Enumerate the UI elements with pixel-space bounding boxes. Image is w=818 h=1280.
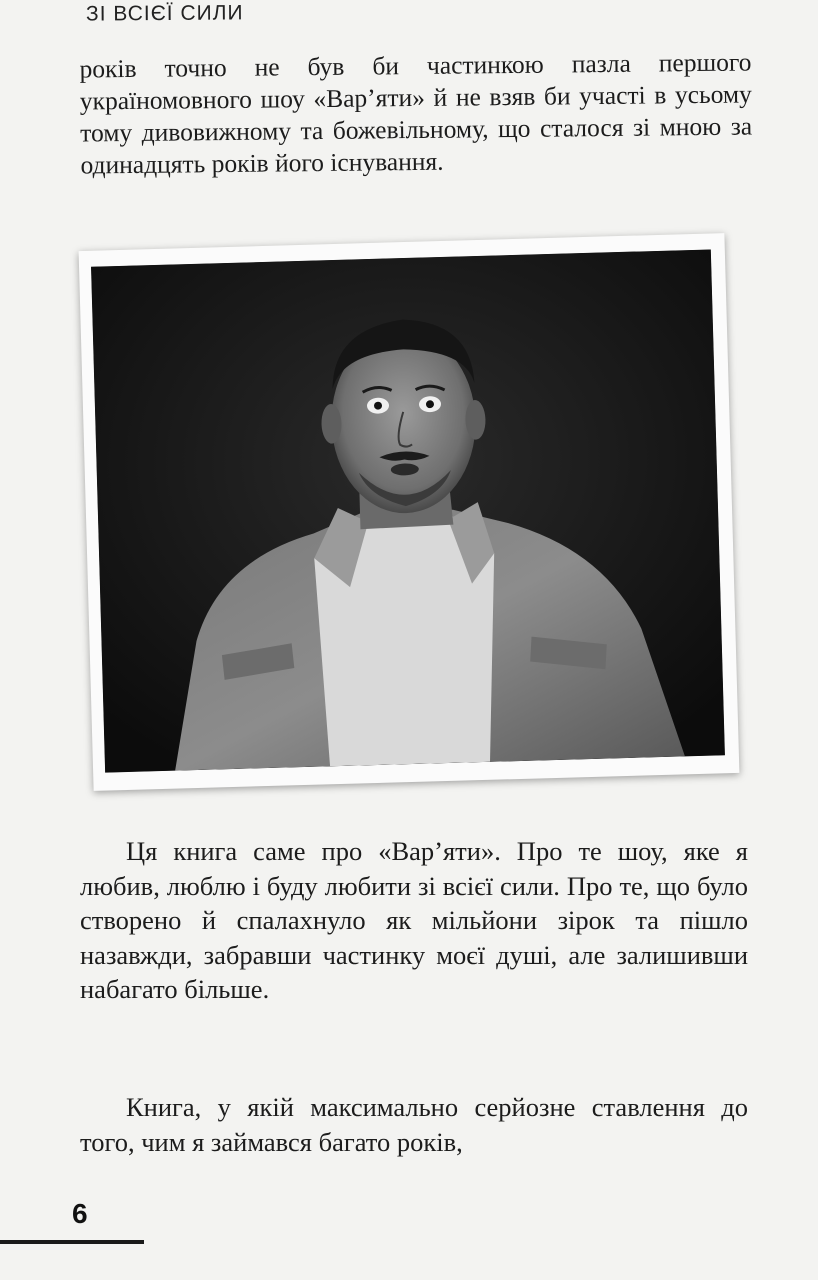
- running-head: ЗІ ВСІЄЇ СИЛИ: [85, 1, 244, 26]
- portrait-photo: [91, 249, 725, 772]
- paragraph-book-about: [80, 834, 748, 1007]
- footer-rule: [0, 1240, 144, 1244]
- paragraph-continued: років точно не був би частинкою пазла першого україномовного шоу «Вар’яти» й не взяв би участі в усьому тому дивовижному та божевільному, що сталося зі мною за одинадцять років його існування.: [79, 47, 753, 180]
- paragraph-text: Ця книга саме про «Вар’яти». Про те шоу, яке я любив, люблю і буду любити зі всієї сили. Про те, що було створено й спалахнуло як мільйони зірок та пішло назавжди, забравши частинку моєї душі, але залишивши набагато більше.: [80, 836, 748, 1004]
- page-number: 6: [72, 1198, 88, 1229]
- paragraph-text: Книга, у якій максимально серйозне ставлення до того, чим я займався багато років,: [80, 1092, 748, 1157]
- portrait-illustration: [91, 249, 725, 772]
- paragraph-book-serious: [80, 1090, 748, 1159]
- photo-frame: [79, 233, 740, 791]
